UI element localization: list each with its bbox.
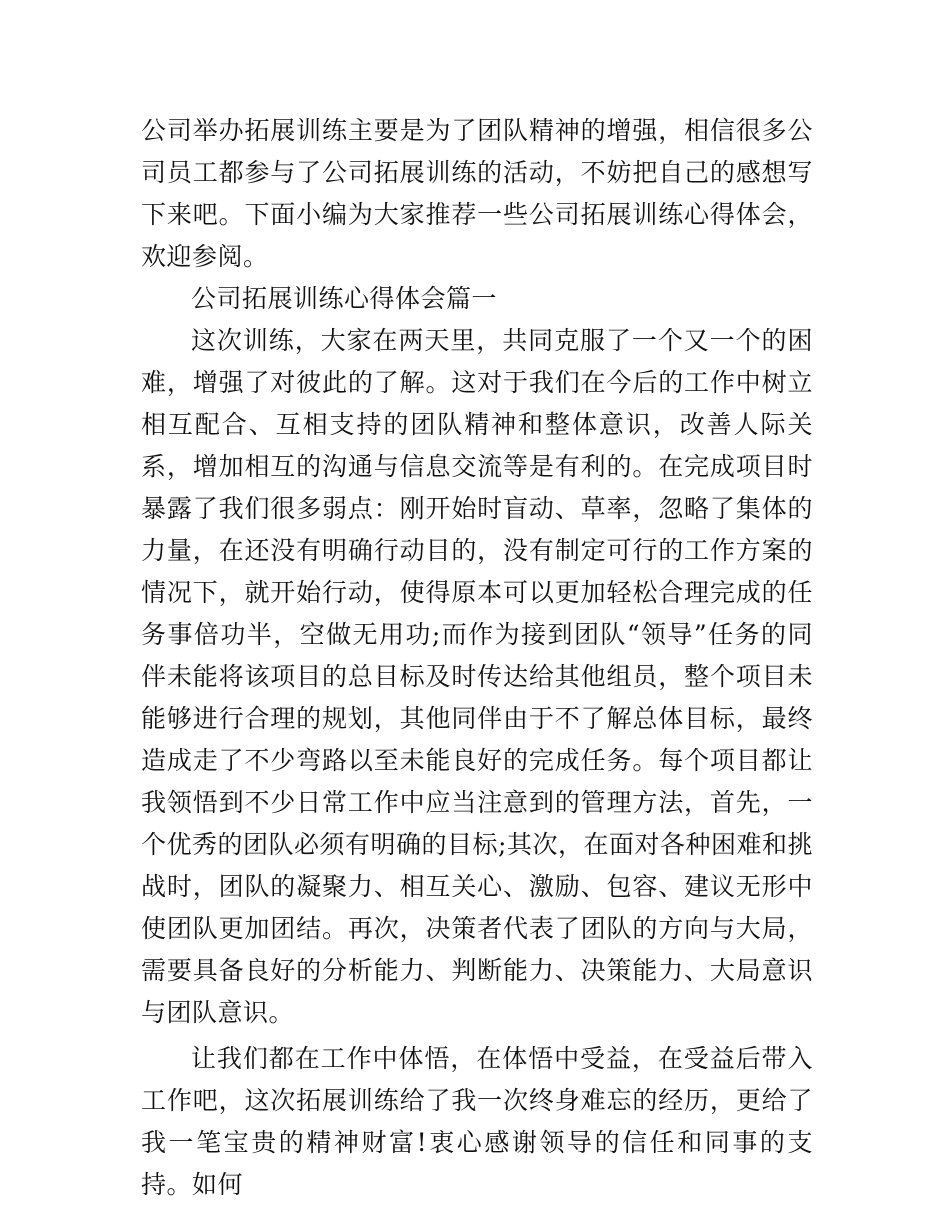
body-paragraph: 让我们都在工作中体悟，在体悟中受益，在受益后带入工作吧，这次拓展训练给了我一次终身难忘的经历，更给了我一笔宝贵的精神财富!衷心感谢领导的信任和同事的支持。如何 (141, 1044, 813, 1199)
body-paragraph: 这次训练，大家在两天里，共同克服了一个又一个的困难，增强了对彼此的了解。这对于我们在今后的工作中树立相互配合、互相支持的团队精神和整体意识，改善人际关系，增加相互的沟通与信息交流等是有利的。在完成项目时暴露了我们很多弱点：刚开始时盲动、草率，忽略了集体的力量，在还没有明确行动目的，没有制定可行的工作方案的情况下，就开始行动，使得原本可以更加轻松合理完成的任务事倍功半，空做无用功;而作为接到团队“领导”任务的同伴未能将该项目的总目标及时传达给其他组员，整个项目未能够进行合理的规划，其他同伴由于不了解总体目标，最终造成走了不少弯路以至未能良好的完成任务。每个项目都让我领悟到不少日常工作中应当注意到的管理方法，首先，一个优秀的团队必须有明确的目标;其次，在面对各种困难和挑战时，团队的凝聚力、相互关心、激励、包容、建议无形中使团队更加团结。再次，决策者代表了团队的方向与大局，需要具备良好的分析能力、判断能力、决策能力、大局意识与团队意识。 (141, 326, 813, 1027)
section-heading: 公司拓展训练心得体会篇一 (191, 284, 498, 313)
intro-paragraph: 公司举办拓展训练主要是为了团队精神的增强，相信很多公司员工都参与了公司拓展训练的活动，不妨把自己的感想写下来吧。下面小编为大家推荐一些公司拓展训练心得体会，欢迎参阅。 (141, 116, 813, 271)
document-body (141, 110, 813, 1206)
